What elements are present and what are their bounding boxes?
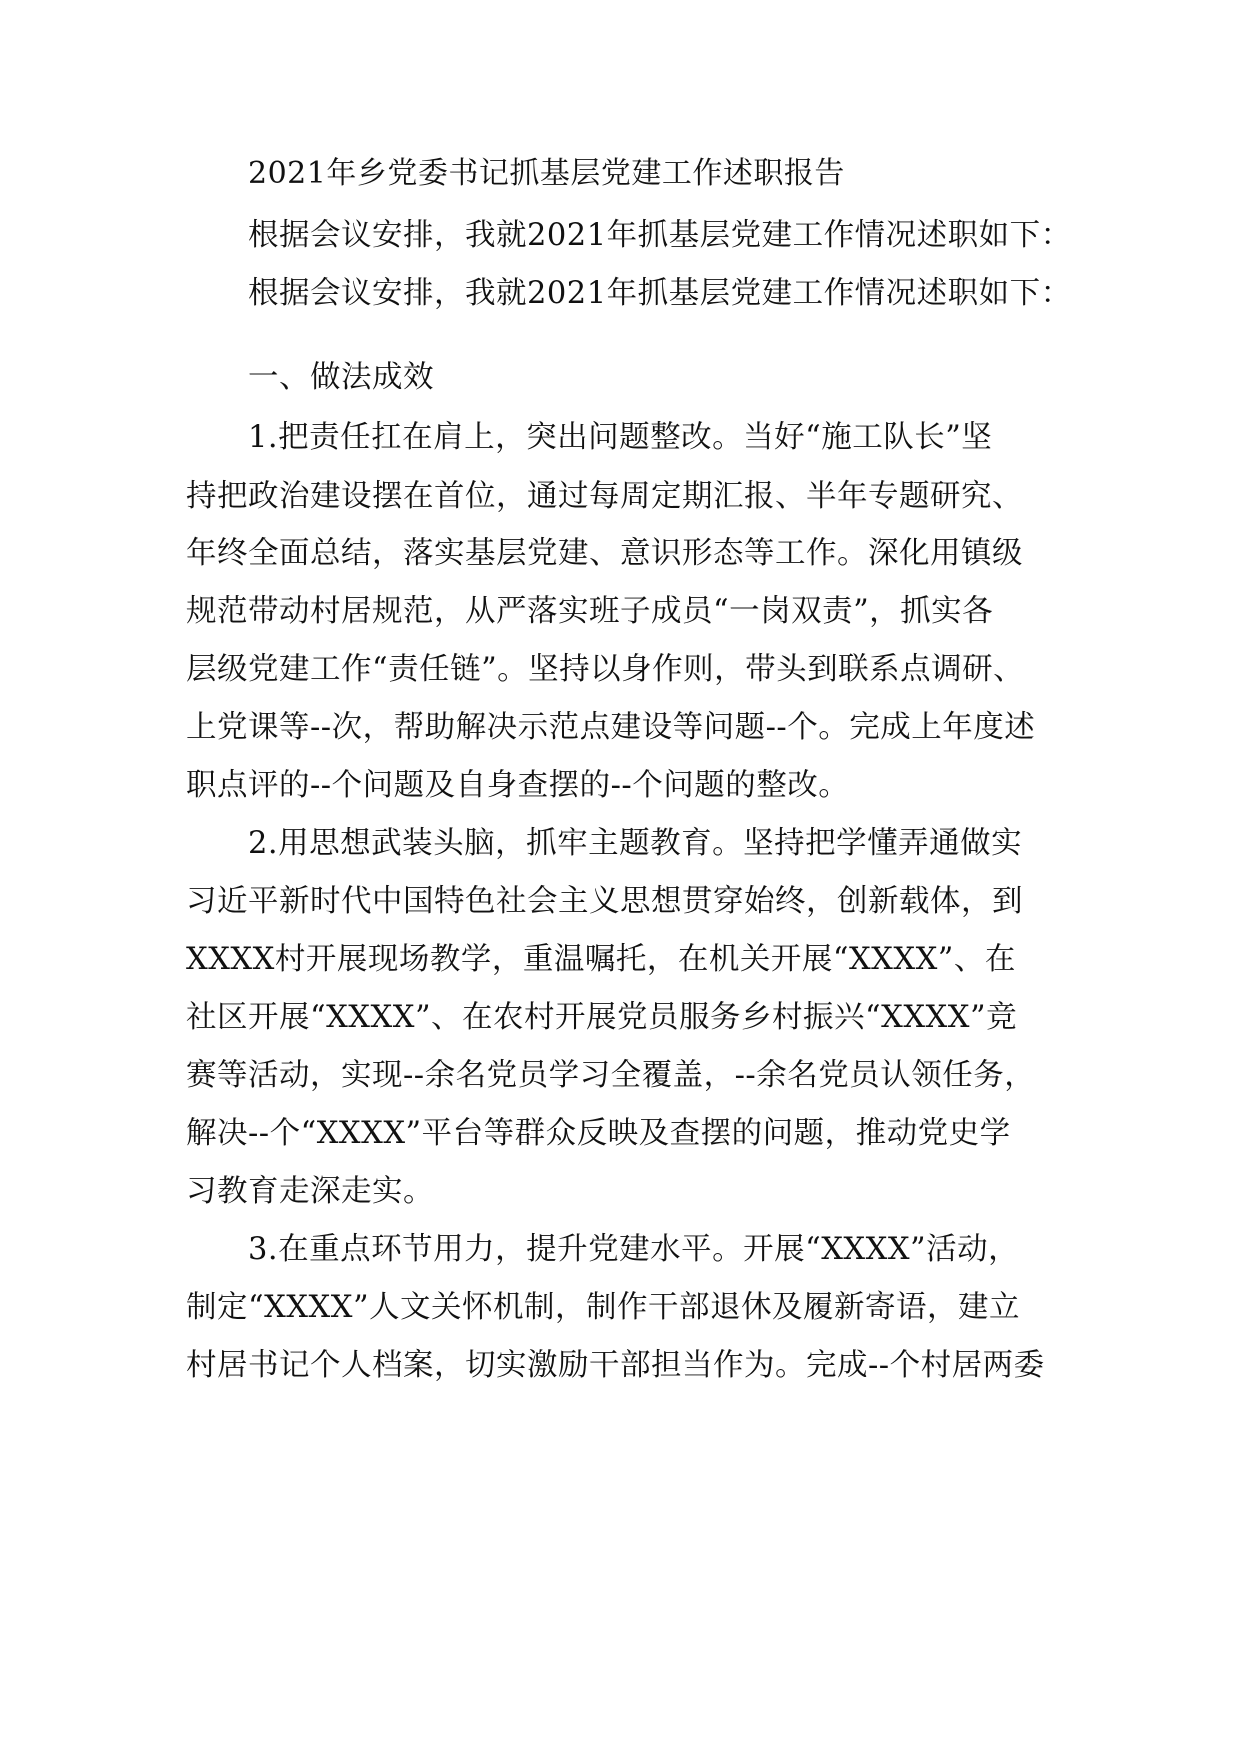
paragraph-line: 赛等活动，实现--余名党员学习全覆盖，--余名党员认领任务， [186,1058,1036,1093]
section-heading: 一、做法成效 [248,360,434,395]
paragraph-line: 规范带动村居规范，从严落实班子成员“一岗双责”，抓实各 [186,594,994,629]
paragraph-line: 制定“XXXX”人文关怀机制，制作干部退休及履新寄语，建立 [186,1290,1021,1325]
intro-line: 根据会议安排，我就2021年抓基层党建工作情况述职如下： [248,218,1072,253]
paragraph-line: 解决--个“XXXX”平台等群众反映及查摆的问题，推动党史学 [186,1116,1011,1151]
paragraph-line: 社区开展“XXXX”、在农村开展党员服务乡村振兴“XXXX”竞 [186,1000,1018,1035]
paragraph-line: 年终全面总结，落实基层党建、意识形态等工作。深化用镇级 [186,536,1023,571]
paragraph-line: 习近平新时代中国特色社会主义思想贯穿始终，创新载体，到 [186,884,1023,919]
paragraph-line: 职点评的--个问题及自身查摆的--个问题的整改。 [186,768,850,803]
document-title: 2021年乡党委书记抓基层党建工作述职报告 [248,156,845,191]
paragraph-line: 村居书记个人档案，切实激励干部担当作为。完成--个村居两委 [186,1348,1045,1383]
paragraph-line: 3.在重点环节用力，提升党建水平。开展“XXXX”活动， [248,1232,1020,1267]
paragraph-line: 习教育走深走实。 [186,1174,434,1209]
paragraph-line: 持把政治建设摆在首位，通过每周定期汇报、半年专题研究、 [186,479,1023,514]
paragraph-line: 上党课等--次，帮助解决示范点建设等问题--个。完成上年度述 [186,710,1036,745]
paragraph-line: XXXX村开展现场教学，重温嘱托，在机关开展“XXXX”、在 [186,942,1016,977]
paragraph-line: 2.用思想武装头脑，抓牢主题教育。坚持把学懂弄通做实 [248,826,1023,861]
paragraph-line: 1.把责任扛在肩上，突出问题整改。当好“施工队长”坚 [248,420,993,455]
paragraph-line: 层级党建工作“责任链”。坚持以身作则，带头到联系点调研、 [186,652,1025,687]
intro-line: 根据会议安排，我就2021年抓基层党建工作情况述职如下： [248,276,1072,311]
